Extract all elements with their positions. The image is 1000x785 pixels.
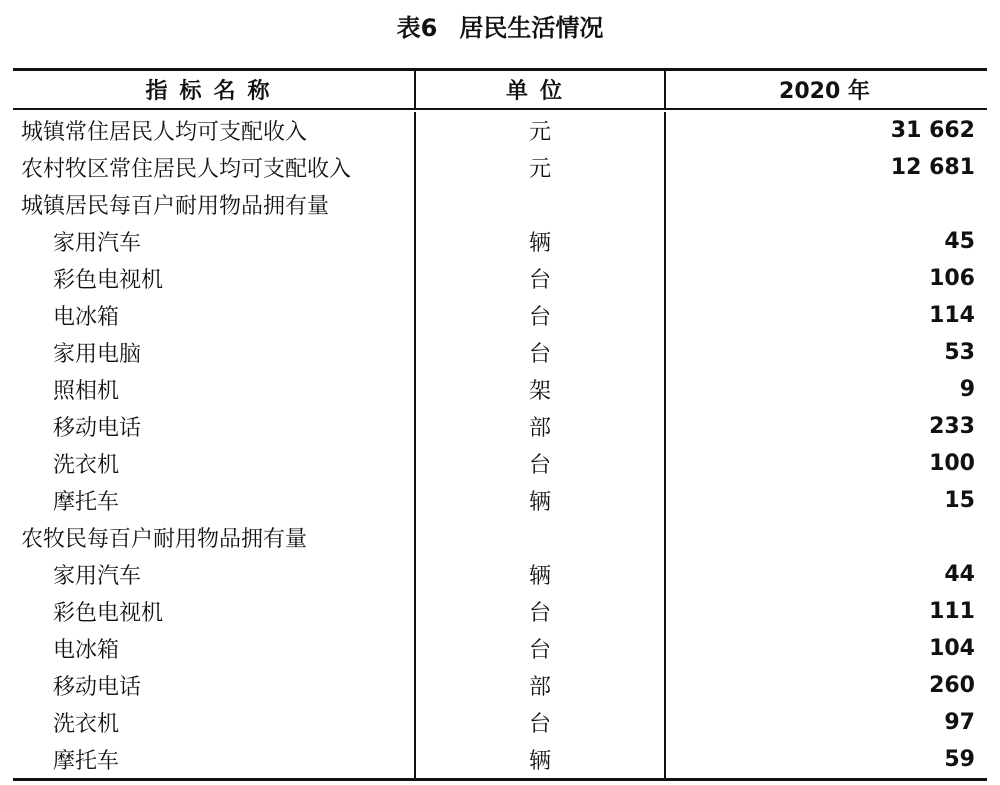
row-name: 家用汽车 — [13, 223, 416, 260]
table-row — [13, 186, 987, 223]
row-name: 电冰箱 — [13, 630, 416, 667]
row-unit: 辆 — [416, 223, 666, 260]
row-unit: 台 — [416, 260, 666, 297]
row-unit: 元 — [416, 149, 666, 186]
table-title — [0, 8, 1000, 43]
row-value: 53 — [944, 340, 975, 365]
table-row — [13, 297, 987, 334]
row-value: 100 — [929, 451, 975, 476]
header-unit: 单位 — [416, 71, 666, 108]
row-name: 移动电话 — [13, 667, 416, 704]
table-row — [13, 371, 987, 408]
row-value: 15 — [944, 488, 975, 513]
row-unit: 元 — [416, 112, 666, 149]
row-unit — [416, 519, 666, 556]
table-row — [13, 519, 987, 556]
row-value: 106 — [929, 266, 975, 291]
row-value: 111 — [929, 599, 975, 624]
row-unit: 架 — [416, 371, 666, 408]
table-row — [13, 149, 987, 186]
row-value — [666, 186, 987, 223]
table-body — [13, 110, 987, 778]
row-name: 电冰箱 — [13, 297, 416, 334]
table-number: 表6 — [396, 14, 438, 42]
row-unit: 台 — [416, 704, 666, 741]
row-name: 移动电话 — [13, 408, 416, 445]
row-name: 城镇常住居民人均可支配收入 — [13, 112, 416, 149]
row-unit — [416, 186, 666, 223]
row-name: 照相机 — [13, 371, 416, 408]
row-value: 260 — [929, 673, 975, 698]
row-unit: 辆 — [416, 482, 666, 519]
table-row — [13, 482, 987, 519]
table-row — [13, 556, 987, 593]
table-row — [13, 334, 987, 371]
table-row — [13, 741, 987, 778]
row-value: 97 — [944, 710, 975, 735]
row-unit: 台 — [416, 334, 666, 371]
row-name: 摩托车 — [13, 482, 416, 519]
table-row — [13, 630, 987, 667]
row-value: 114 — [929, 303, 975, 328]
row-value: 233 — [929, 414, 975, 439]
row-value: 45 — [944, 229, 975, 254]
table-row — [13, 593, 987, 630]
row-name: 农村牧区常住居民人均可支配收入 — [13, 149, 416, 186]
row-unit: 台 — [416, 297, 666, 334]
row-value: 44 — [944, 562, 975, 587]
header-name: 指标名称 — [13, 71, 416, 108]
table-row — [13, 667, 987, 704]
row-unit: 辆 — [416, 741, 666, 778]
row-name: 彩色电视机 — [13, 260, 416, 297]
row-name: 摩托车 — [13, 741, 416, 778]
table-row — [13, 704, 987, 741]
row-name: 家用汽车 — [13, 556, 416, 593]
row-name: 农牧民每百户耐用物品拥有量 — [13, 519, 416, 556]
row-value — [666, 519, 987, 556]
table-header — [13, 71, 987, 110]
table-row — [13, 112, 987, 149]
row-value: 12 681 — [890, 155, 975, 180]
table-title-text: 居民生活情况 — [459, 14, 604, 42]
header-year: 2020 年 — [779, 79, 870, 104]
row-name: 家用电脑 — [13, 334, 416, 371]
row-unit: 辆 — [416, 556, 666, 593]
table-row — [13, 260, 987, 297]
row-unit: 台 — [416, 630, 666, 667]
row-name: 城镇居民每百户耐用物品拥有量 — [13, 186, 416, 223]
table-row — [13, 223, 987, 260]
row-name: 洗衣机 — [13, 704, 416, 741]
row-name: 彩色电视机 — [13, 593, 416, 630]
row-value: 31 662 — [890, 118, 975, 143]
row-value: 104 — [929, 636, 975, 661]
row-value: 9 — [959, 377, 975, 402]
table-row — [13, 408, 987, 445]
row-name: 洗衣机 — [13, 445, 416, 482]
row-unit: 部 — [416, 667, 666, 704]
row-value: 59 — [944, 747, 975, 772]
row-unit: 部 — [416, 408, 666, 445]
row-unit: 台 — [416, 593, 666, 630]
data-table — [13, 68, 987, 781]
table-row — [13, 445, 987, 482]
row-unit: 台 — [416, 445, 666, 482]
